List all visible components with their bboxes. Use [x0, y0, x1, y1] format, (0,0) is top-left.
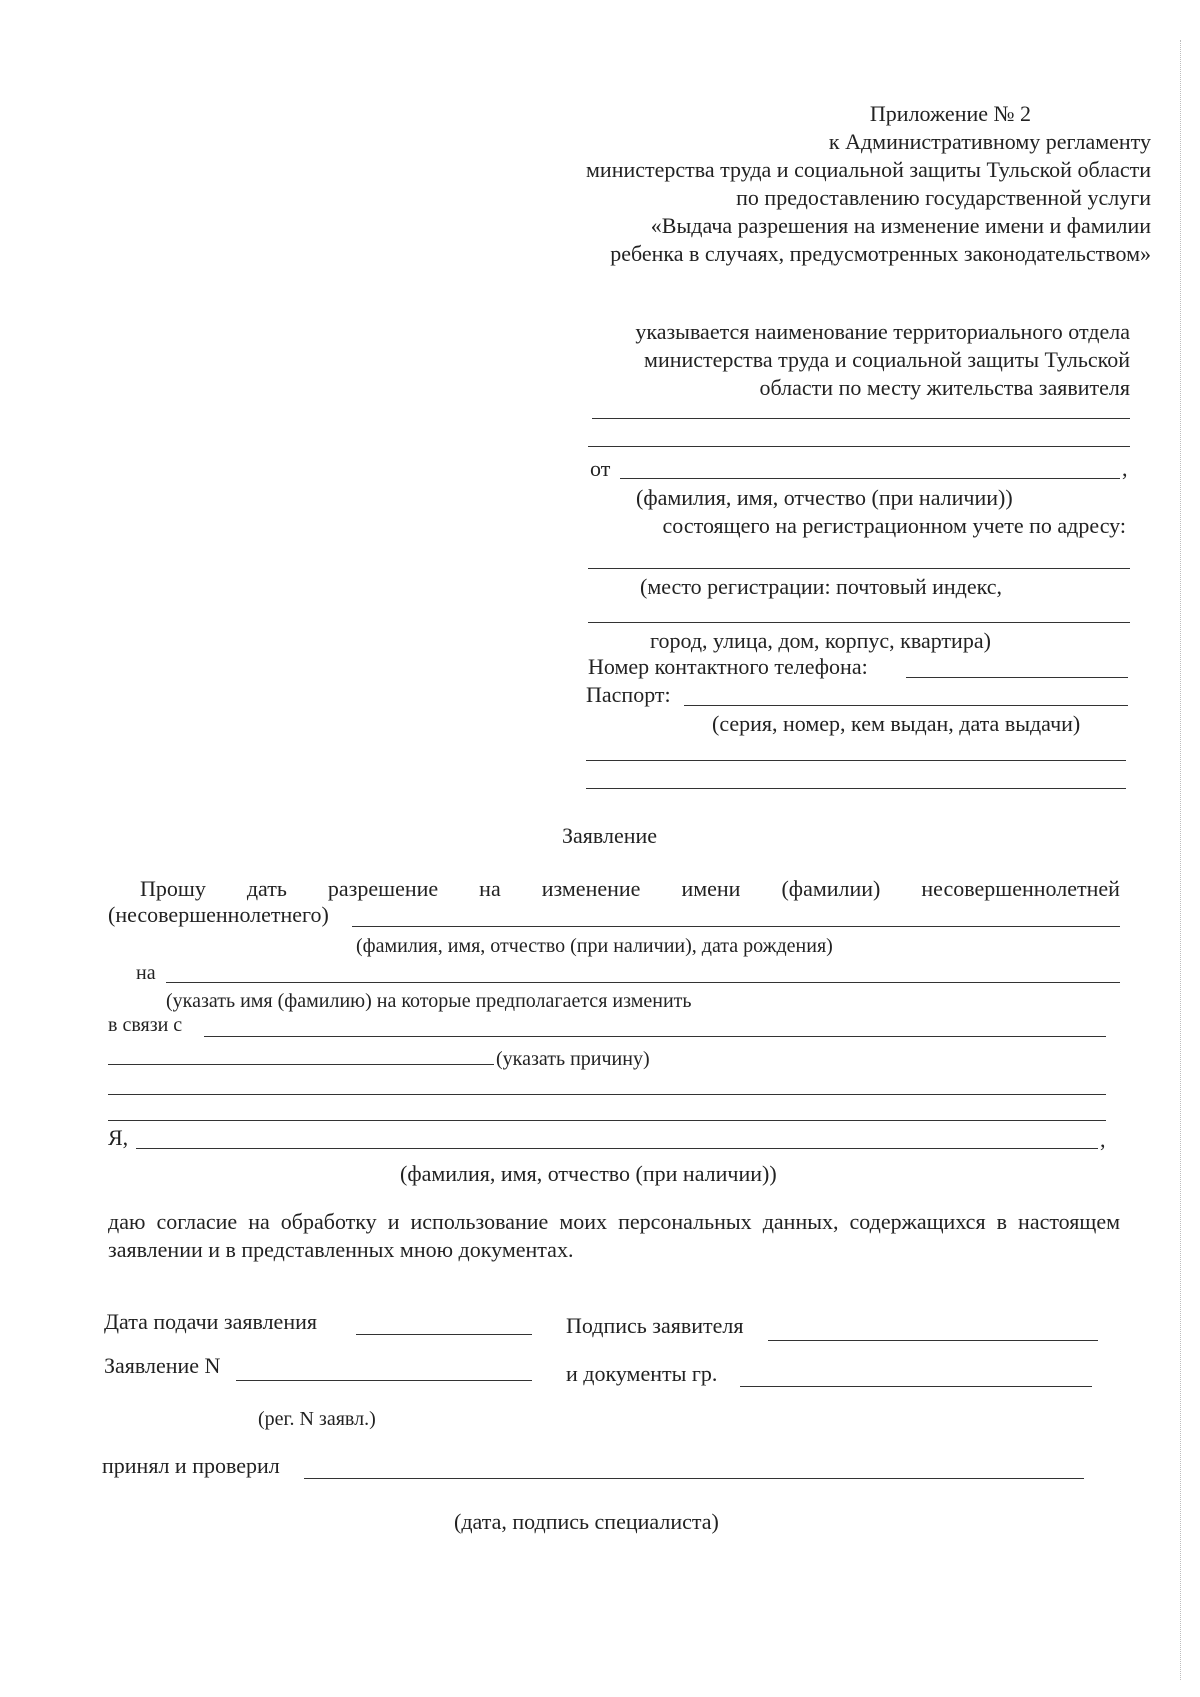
i-hint: (фамилия, имя, отчество (при наличии)) [400, 1161, 777, 1186]
request-word: разрешение [327, 876, 439, 901]
fio-hint: (фамилия, имя, отчество (при наличии)) [636, 485, 1013, 510]
header-line-5: «Выдача разрешения на изменение имени и фамилии [650, 213, 1151, 238]
reason-blank-4[interactable] [108, 1120, 1106, 1121]
scan-edge-dots [1180, 40, 1181, 1680]
request-word: на [479, 876, 501, 901]
address-hint-2: город, улица, дом, корпус, квартира) [650, 628, 991, 653]
to-label: на [136, 962, 156, 984]
passport-blank-3[interactable] [586, 788, 1126, 789]
phone-blank[interactable] [906, 677, 1128, 678]
minor-blank[interactable] [352, 926, 1120, 927]
documents-blank[interactable] [740, 1386, 1092, 1387]
documents-label: и документы гр. [566, 1361, 718, 1386]
recipient-line-2: министерства труда и социальной защиты Тульской [644, 347, 1130, 372]
i-blank[interactable] [136, 1148, 1098, 1149]
from-comma: , [1122, 456, 1128, 481]
header-line-3: министерства труда и социальной защиты Тульской области [586, 157, 1151, 182]
number-label: Заявление N [104, 1353, 221, 1378]
minor-hint: (фамилия, имя, отчество (при наличии), дата рождения) [356, 935, 833, 957]
signature-blank[interactable] [768, 1340, 1098, 1341]
request-word: имени [681, 876, 741, 901]
reason-blank[interactable] [204, 1036, 1106, 1037]
header-line-2: к Административному регламенту [828, 129, 1151, 154]
accepted-blank[interactable] [304, 1478, 1084, 1479]
date-blank[interactable] [356, 1334, 532, 1335]
passport-blank-2[interactable] [586, 760, 1126, 761]
from-label: от [590, 456, 611, 481]
minor-label: (несовершеннолетнего) [108, 902, 329, 927]
recipient-blank-2[interactable] [588, 446, 1130, 447]
i-label: Я, [108, 1125, 129, 1150]
reason-blank-2[interactable] [108, 1064, 494, 1065]
passport-blank[interactable] [684, 705, 1128, 706]
form-title: Заявление [562, 823, 658, 848]
reason-label: в связи с [108, 1014, 183, 1036]
request-word: (фамилии) [781, 876, 881, 901]
recipient-line-1: указывается наименование территориального отдела [635, 319, 1130, 344]
phone-label: Номер контактного телефона: [588, 654, 868, 679]
reason-blank-3[interactable] [108, 1094, 1106, 1095]
accepted-hint: (дата, подпись специалиста) [454, 1509, 719, 1534]
date-label: Дата подачи заявления [104, 1309, 317, 1334]
request-word: дать [246, 876, 287, 901]
address-blank-2[interactable] [588, 622, 1130, 623]
address-hint-1: (место регистрации: почтовый индекс, [640, 574, 1003, 599]
header-line-6: ребенка в случаях, предусмотренных законодательством» [610, 241, 1151, 266]
reason-hint: (указать причину) [496, 1048, 650, 1070]
accepted-label: принял и проверил [102, 1453, 280, 1478]
header-line-4: по предоставлению государственной услуги [736, 185, 1151, 210]
passport-label: Паспорт: [586, 682, 671, 707]
recipient-blank-1[interactable] [592, 418, 1130, 419]
passport-hint: (серия, номер, кем выдан, дата выдачи) [712, 711, 1081, 736]
i-comma: , [1100, 1127, 1106, 1152]
to-blank[interactable] [166, 982, 1120, 983]
request-line [140, 875, 1120, 903]
recipient-line-3: области по месту жительства заявителя [759, 375, 1130, 400]
from-blank[interactable] [620, 478, 1120, 479]
request-word: Прошу [140, 876, 206, 901]
reg-hint: (рег. N заявл.) [258, 1408, 376, 1430]
appendix-number: Приложение № 2 [869, 101, 1031, 126]
registered-label: состоящего на регистрационном учете по адресу: [662, 513, 1126, 538]
request-word: изменение [541, 876, 641, 901]
to-hint: (указать имя (фамилию) на которые предполагается изменить [166, 990, 692, 1012]
consent-text: даю согласие на обработку и использование моих персональных данных, содержащихся в настоящем заявлении и в представленных мною документах. [108, 1209, 1120, 1262]
signature-label: Подпись заявителя [566, 1313, 744, 1338]
request-word: несовершеннолетней [921, 876, 1120, 901]
number-blank[interactable] [236, 1380, 532, 1381]
address-blank-1[interactable] [588, 568, 1130, 569]
